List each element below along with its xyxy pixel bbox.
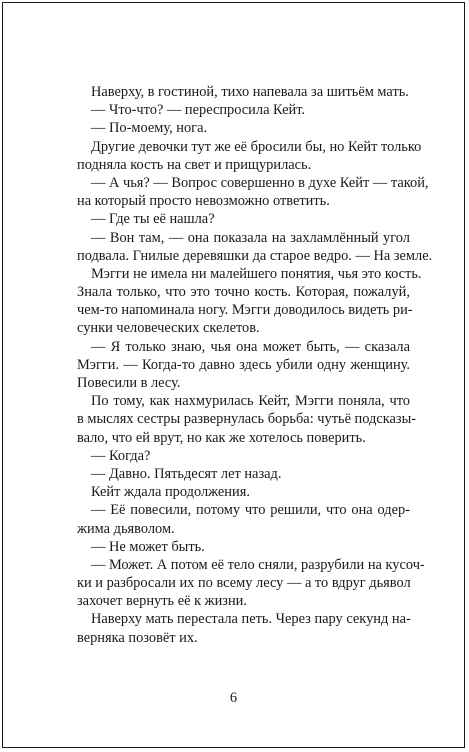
text-line: — Когда? [91, 447, 151, 464]
page-number: 6 [229, 690, 238, 706]
text-line: чем-то напоминала ногу. Мэгги доводилось видеть ри- [77, 302, 413, 319]
text-line: — Давно. Пятьдесят лет назад. [91, 465, 282, 482]
text-line: подняла кость на свет и прищурилась. [77, 156, 312, 173]
text-line: Наверху, в гостиной, тихо напевала за шитьём мать. [91, 84, 409, 100]
text-line: жима дьяволом. [77, 520, 175, 537]
text-line: По тому, как нахмурилась Кейт, Мэгги поняла, что [91, 393, 410, 410]
text-line: подвала. Гнилые деревяшки да старое ведро. — На земле. [77, 247, 433, 264]
text-line: сунки человеческих скелетов. [77, 320, 260, 337]
text-line: Наверху мать перестала петь. Через пару секунд на- [91, 611, 411, 628]
text-line: — Вон там, — она показала на захламлённый угол [91, 229, 410, 246]
text-line: верняка позовёт их. [77, 629, 198, 646]
text-line: — Не может быть. [91, 538, 205, 555]
text-line: — А чья? — Вопрос совершенно в духе Кейт — такой, [91, 174, 429, 191]
text-line: — Её повесили, потому что решили, что она одер- [91, 502, 410, 519]
text-line: Знала только, что это точно кость. Которая, пожалуй, [77, 284, 410, 301]
text-line: — По-моему, нога. [91, 120, 208, 137]
text-line: — Где ты её нашла? [91, 211, 215, 228]
text-line: ки и разбросали их по всему лесу — а то вдруг дьявол [77, 575, 411, 592]
text-line: в мыслях сестры развернулась борьба: чутьё подсказы- [77, 411, 417, 428]
text-line: — Я только знаю, чья она может быть, — сказала [91, 338, 410, 355]
text-line: — Что-что? — переспросила Кейт. [91, 102, 305, 119]
text-line: — Может. А потом её тело сняли, разрубили на кусоч- [91, 556, 425, 573]
body-text [77, 83, 433, 647]
text-line: Кейт ждала продолжения. [91, 484, 250, 501]
text-line: на который просто невозможно ответить. [77, 193, 330, 210]
text-line: вало, что ей врут, но как же хотелось поверить. [77, 429, 366, 446]
text-line: захочет вернуть её к жизни. [77, 593, 247, 610]
text-line: Мэгги. — Когда-то давно здесь убили одну женщину. [77, 356, 410, 373]
book-page [2, 2, 465, 748]
text-line: Мэгги не имела ни малейшего понятия, чья это кость. [91, 265, 422, 282]
text-line: Повесили в лесу. [77, 375, 181, 391]
text-line: Другие девочки тут же её бросили бы, но Кейт только [91, 138, 422, 155]
